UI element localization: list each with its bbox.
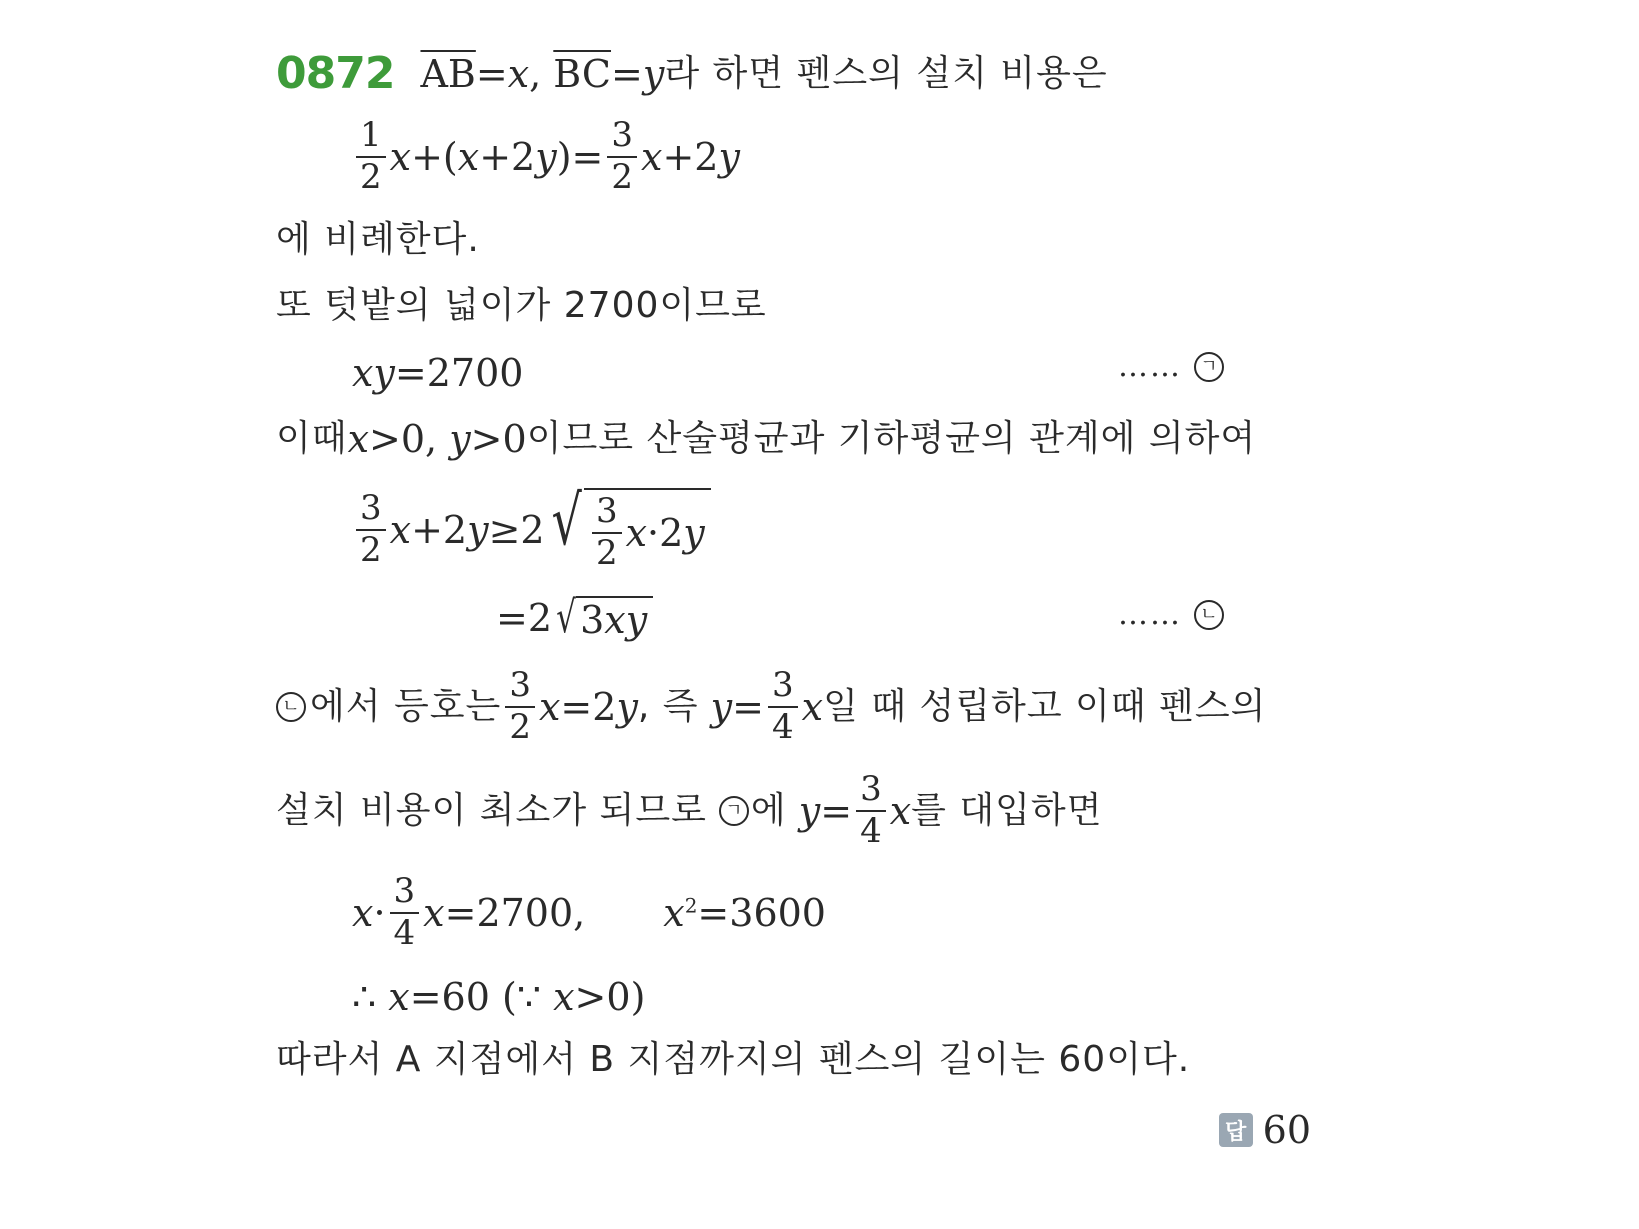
solution-x: ∴ x=60 (∵ x>0)	[352, 975, 646, 1019]
square-root-small: √ 3xy	[552, 596, 653, 640]
proportional-text: 에 비례한다.	[276, 219, 480, 260]
answer-icon: 답	[1219, 1113, 1253, 1147]
am-gm-label: …… ㄴ	[1118, 600, 1224, 630]
equation-area: xy=2700	[352, 351, 524, 395]
am-gm-intro: 이때 x>0, y>0 이므로 산술평균과 기하평균의 관계에 의하여	[276, 417, 1257, 461]
am-gm-simplified: =2 √ 3xy	[496, 596, 653, 640]
substitution-line: 설치 비용이 최소가 되므로 ㄱ 에 y= $\frac{3}{4}$ x 를 대입하면	[276, 769, 1103, 851]
cost-expression: $\frac{1}{2}$ x+(x+2y)= $\frac{3}{2}$ x+2y	[352, 118, 740, 195]
am-gm-inequality: $\frac{3}{2}$ x+2y≥2 √ $\frac{3}{2}$ x·2y	[352, 488, 711, 571]
answer-value: 60	[1262, 1108, 1311, 1152]
answer-box	[1219, 1108, 1311, 1152]
segment-bc-expr: $\overline{BC}=y$	[553, 52, 665, 96]
area-text: 또 텃밭의 넓이가 2700이므로	[276, 285, 767, 326]
marker-giyeok: ㄱ	[1194, 352, 1224, 382]
fraction-three-halves: $\frac{3}{2}$	[607, 118, 637, 195]
problem-number: 0872	[276, 48, 395, 99]
equality-condition: ㄴ 에서 등호는 $\frac{3}{2}$ x=2y , 즉 y= $\frac{3}{4}$ x 일 때 성립하고 이때 펜스의	[276, 668, 1266, 745]
segment-ab-expr: $\overline{AB}=x$,	[420, 52, 554, 96]
problem-intro-line	[276, 48, 1108, 99]
substituted-equation: x· $\frac{3}{4}$ x=2700, $x^2=3600$	[352, 871, 826, 953]
intro-text: 라 하면 펜스의 설치 비용은	[664, 53, 1108, 94]
marker-nieun: ㄴ	[1194, 600, 1224, 630]
marker-giyeok-inline: ㄱ	[719, 796, 749, 826]
marker-nieun-inline: ㄴ	[276, 692, 306, 722]
square-root: √ $\frac{3}{2}$ x·2y	[545, 488, 711, 571]
equation-area-label: …… ㄱ	[1118, 352, 1224, 382]
conclusion-text: 따라서 A 지점에서 B 지점까지의 펜스의 길이는 60이다.	[276, 1039, 1191, 1080]
fraction-half: $\frac{1}{2}$	[356, 118, 386, 195]
